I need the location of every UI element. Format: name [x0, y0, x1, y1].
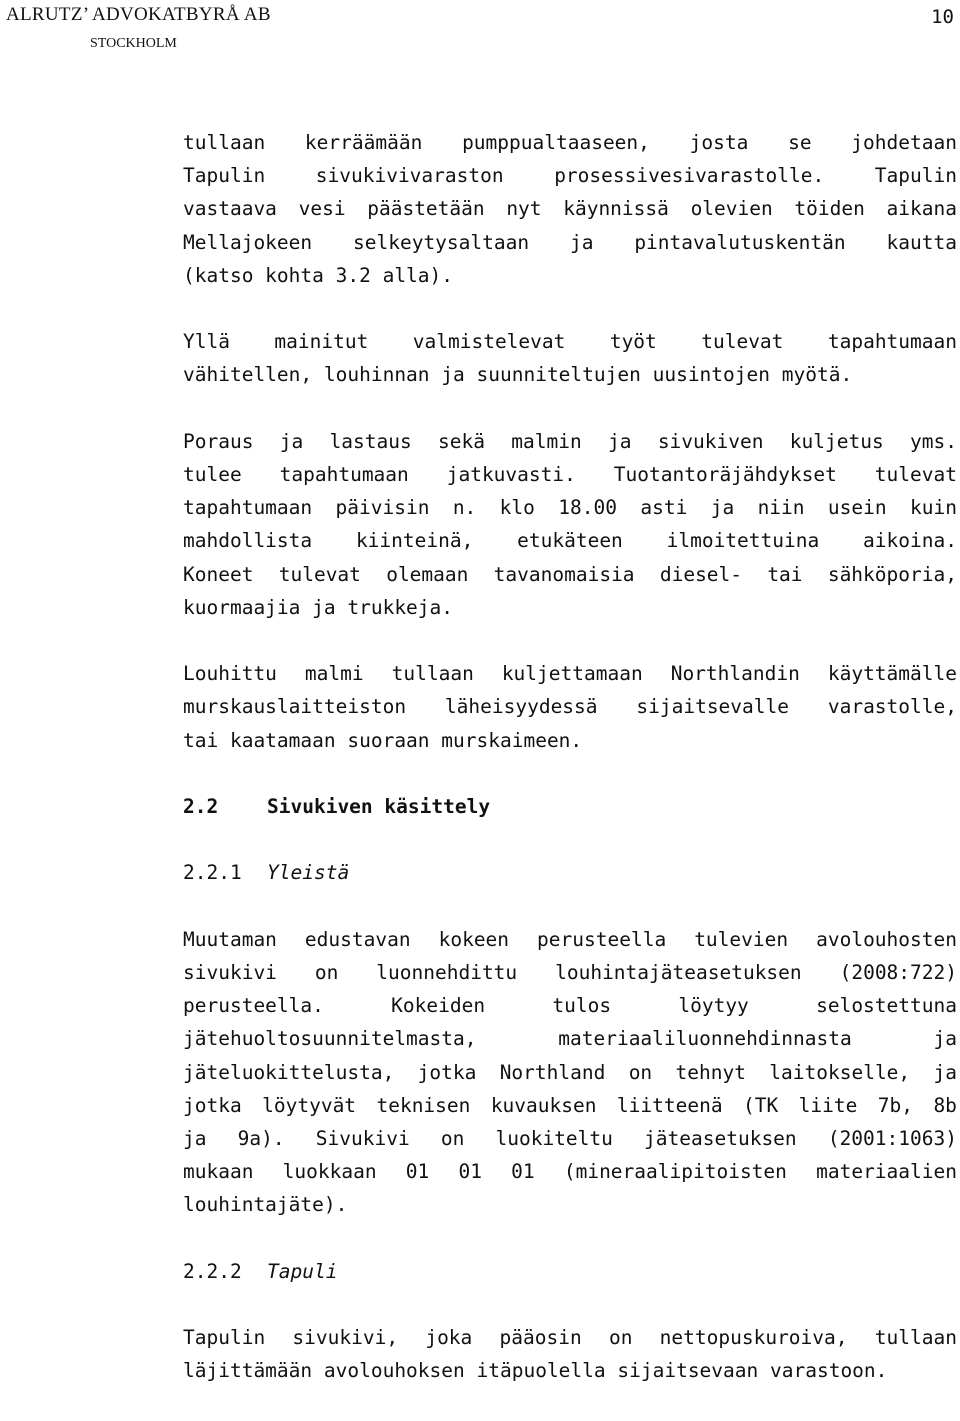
- word: Yllä: [183, 330, 230, 354]
- word: kuljetus: [789, 429, 884, 453]
- word: josta: [689, 131, 749, 154]
- word: valmistelevat: [412, 330, 566, 354]
- word: tavanomaisia: [493, 562, 635, 586]
- word: 01: [511, 1160, 535, 1184]
- word: sivukiven: [657, 429, 764, 453]
- page-number: 10: [931, 6, 954, 28]
- word: 01: [405, 1160, 430, 1184]
- word: selostettuna: [816, 994, 957, 1018]
- word: Mellajokeen: [183, 230, 313, 254]
- word: (TK: [743, 1093, 779, 1117]
- word: tullaan: [183, 131, 266, 154]
- justified-text-line: [183, 558, 957, 591]
- text-line: kuormaajia ja trukkeja.: [183, 595, 454, 619]
- word: johdetaan: [851, 131, 957, 154]
- justified-text-line: [183, 491, 957, 524]
- word: aikoina.: [863, 529, 957, 553]
- word: tehnyt: [675, 1060, 746, 1084]
- word: 9a).: [237, 1127, 285, 1150]
- word: on: [440, 1127, 465, 1150]
- word: Tapulin: [183, 164, 266, 188]
- word: materiaaliluonnehdinnasta: [558, 1027, 852, 1051]
- word: sijaitsevalle: [636, 695, 789, 719]
- word: louhintajäteasetuksen: [555, 960, 802, 984]
- word: luonnehdittu: [376, 960, 518, 984]
- word: jotka: [183, 1093, 242, 1117]
- word: prosessivesivarastolle.: [554, 164, 825, 188]
- text-line: vähitellen, louhinnan ja suunniteltujen uusintojen myötä.: [183, 363, 853, 387]
- justified-text-line: [183, 1056, 957, 1089]
- word: tai: [767, 562, 803, 586]
- section-title: Tapuli: [267, 1259, 338, 1283]
- text-line: tai kaatamaan suoraan murskaimeen.: [183, 728, 583, 752]
- word: lastaus: [329, 429, 412, 453]
- word: tulevat: [278, 562, 361, 586]
- word: tulevat: [874, 463, 957, 486]
- word: ja: [933, 1027, 957, 1051]
- word: työt: [609, 330, 657, 354]
- word: liite: [798, 1093, 858, 1117]
- word: klo: [499, 496, 535, 520]
- word: Louhittu: [183, 662, 277, 686]
- word: varastolle,: [827, 695, 957, 719]
- word: niin: [757, 496, 805, 520]
- word: pumppualtaaseen,: [462, 131, 650, 154]
- section-number: 2.2.1: [183, 861, 242, 885]
- word: tapahtumaan: [279, 463, 409, 486]
- word: Koneet: [183, 562, 254, 586]
- word: (mineraalipitoisten: [563, 1160, 787, 1184]
- justified-text-line: [183, 1321, 957, 1354]
- paragraph-drilling-blasting: [183, 425, 957, 624]
- word: se: [788, 131, 812, 154]
- justified-text-line: [183, 192, 957, 225]
- word: Northlandin: [670, 662, 800, 686]
- firm-city: STOCKHOLM: [90, 36, 177, 51]
- word: tapahtumaan: [827, 330, 957, 354]
- section-title: Yleistä: [267, 861, 350, 885]
- section-title: Sivukiven käsittely: [267, 795, 491, 818]
- word: perusteella: [537, 927, 667, 951]
- paragraph-ore-transport: [183, 657, 957, 757]
- justified-text-line: [183, 524, 957, 557]
- word: usein: [827, 496, 887, 520]
- word: Poraus: [183, 429, 254, 453]
- word: jäteasetuksen: [644, 1127, 797, 1150]
- word: vastaava: [183, 197, 277, 221]
- word: etukäteen: [517, 529, 623, 553]
- word: diesel-: [659, 562, 743, 586]
- justified-text-line: [183, 1155, 957, 1188]
- word: joka: [425, 1326, 473, 1350]
- word: on: [314, 960, 339, 984]
- word: sivukivi: [183, 960, 277, 984]
- word: avolouhosten: [816, 927, 957, 951]
- justified-text-line: [183, 325, 957, 358]
- word: yms.: [910, 429, 957, 453]
- word: malmi: [304, 662, 364, 686]
- word: Kokeiden: [391, 994, 486, 1018]
- word: pintavalutuskentän: [634, 230, 846, 254]
- justified-text-line: [183, 1122, 957, 1155]
- word: jätehuoltosuunnitelmasta,: [183, 1027, 477, 1051]
- word: tulos: [552, 994, 612, 1018]
- word: jatkuvasti.: [446, 463, 576, 486]
- text-line: louhintajäte).: [183, 1193, 348, 1217]
- word: luokkaan: [282, 1160, 377, 1184]
- word: kuin: [909, 496, 957, 520]
- section-heading-2-2-1: [183, 856, 957, 889]
- word: päivisin: [335, 496, 430, 520]
- section-number: 2.2.2: [183, 1259, 242, 1283]
- paragraph-waste-rock-classification: [183, 923, 957, 1222]
- word: päästetään: [367, 197, 485, 221]
- justified-text-line: [183, 159, 957, 192]
- word: ilmoitettuina: [666, 529, 820, 553]
- word: tullaan: [391, 662, 474, 686]
- word: vesi: [298, 197, 346, 221]
- word: kiinteinä,: [355, 529, 474, 553]
- word: olemaan: [386, 562, 469, 586]
- word: nyt: [506, 197, 542, 221]
- word: tulevat: [701, 330, 784, 354]
- paragraph-tapuli-waste-rock: [183, 1321, 957, 1387]
- word: ja: [279, 429, 304, 453]
- section-heading-2-2: [183, 790, 957, 823]
- word: Sivukivi: [315, 1127, 410, 1150]
- justified-text-line: [183, 126, 957, 159]
- word: kautta: [886, 230, 957, 254]
- justified-text-line: [183, 1022, 957, 1055]
- word: kuljettamaan: [501, 662, 643, 686]
- word: löytyy: [678, 994, 749, 1018]
- justified-text-line: [183, 226, 957, 259]
- section-heading-2-2-2: [183, 1255, 957, 1288]
- word: ja: [710, 496, 735, 520]
- word: asti: [640, 496, 688, 520]
- word: selkeytysaltaan: [353, 230, 530, 254]
- justified-text-line: [183, 989, 957, 1022]
- word: kuvauksen: [490, 1093, 597, 1117]
- word: 8b: [933, 1093, 957, 1117]
- word: ja: [933, 1060, 957, 1084]
- word: tullaan: [874, 1326, 957, 1350]
- word: ja: [183, 1127, 207, 1150]
- word: Tapulin: [874, 164, 957, 188]
- paragraph-preparatory-works: [183, 325, 957, 391]
- word: Northland: [499, 1060, 606, 1084]
- word: käynnissä: [563, 197, 669, 221]
- word: sivukivivaraston: [315, 164, 504, 188]
- word: murskauslaitteiston: [183, 695, 407, 719]
- word: tulee: [183, 463, 242, 486]
- word: laitokselle,: [769, 1060, 911, 1084]
- word: sähköporia,: [827, 562, 957, 586]
- word: 18.00: [558, 496, 617, 520]
- word: nettopuskuroiva,: [659, 1326, 848, 1350]
- section-number: 2.2: [183, 795, 219, 818]
- justified-text-line: [183, 690, 957, 723]
- word: jäteluokittelusta,: [183, 1060, 395, 1084]
- word: (2008:722): [839, 960, 957, 984]
- word: tapahtumaan: [183, 496, 313, 520]
- word: sekä: [438, 429, 485, 453]
- word: tulevien: [694, 927, 789, 951]
- justified-text-line: [183, 956, 957, 989]
- word: Tapulin: [183, 1326, 266, 1350]
- word: aikana: [886, 197, 957, 221]
- word: 01: [458, 1160, 482, 1184]
- word: Tuotantoräjähdykset: [613, 463, 837, 486]
- word: teknisen: [376, 1093, 471, 1117]
- word: on: [628, 1060, 653, 1084]
- word: ja: [608, 429, 632, 453]
- word: mainitut: [274, 330, 369, 354]
- justified-text-line: [183, 458, 957, 491]
- word: käyttämälle: [827, 662, 957, 686]
- word: n.: [452, 496, 477, 520]
- firm-name: ALRUTZ’ ADVOKATBYRÅ AB: [6, 4, 271, 25]
- word: on: [608, 1326, 633, 1350]
- word: malmin: [511, 429, 582, 453]
- word: (2001:1063): [827, 1127, 957, 1150]
- justified-text-line: [183, 1089, 957, 1122]
- word: läheisyydessä: [444, 695, 598, 719]
- word: 7b,: [877, 1093, 914, 1117]
- word: kerräämään: [304, 131, 423, 154]
- word: sivukivi,: [292, 1326, 399, 1350]
- word: mukaan: [183, 1160, 254, 1184]
- word: töiden: [794, 197, 865, 221]
- word: luokiteltu: [495, 1127, 613, 1150]
- word: liitteenä: [616, 1093, 723, 1117]
- word: Muutaman: [183, 927, 277, 951]
- word: materiaalien: [816, 1160, 957, 1184]
- text-line: (katso kohta 3.2 alla).: [183, 263, 454, 287]
- word: mahdollista: [183, 529, 313, 553]
- document-body: [183, 126, 957, 1421]
- word: olevien: [690, 197, 773, 221]
- word: pääosin: [499, 1326, 582, 1350]
- word: kokeen: [438, 927, 510, 951]
- justified-text-line: [183, 923, 957, 956]
- justified-text-line: [183, 425, 957, 458]
- word: jotka: [417, 1060, 477, 1084]
- word: ja: [569, 230, 594, 254]
- justified-text-line: [183, 657, 957, 690]
- word: löytyvät: [262, 1093, 357, 1117]
- word: edustavan: [304, 927, 411, 951]
- text-line: läjittämään avolouhoksen itäpuolella sijaitsevaan varastoon.: [183, 1359, 888, 1383]
- word: perusteella.: [183, 994, 324, 1018]
- paragraph-drainage: [183, 126, 957, 292]
